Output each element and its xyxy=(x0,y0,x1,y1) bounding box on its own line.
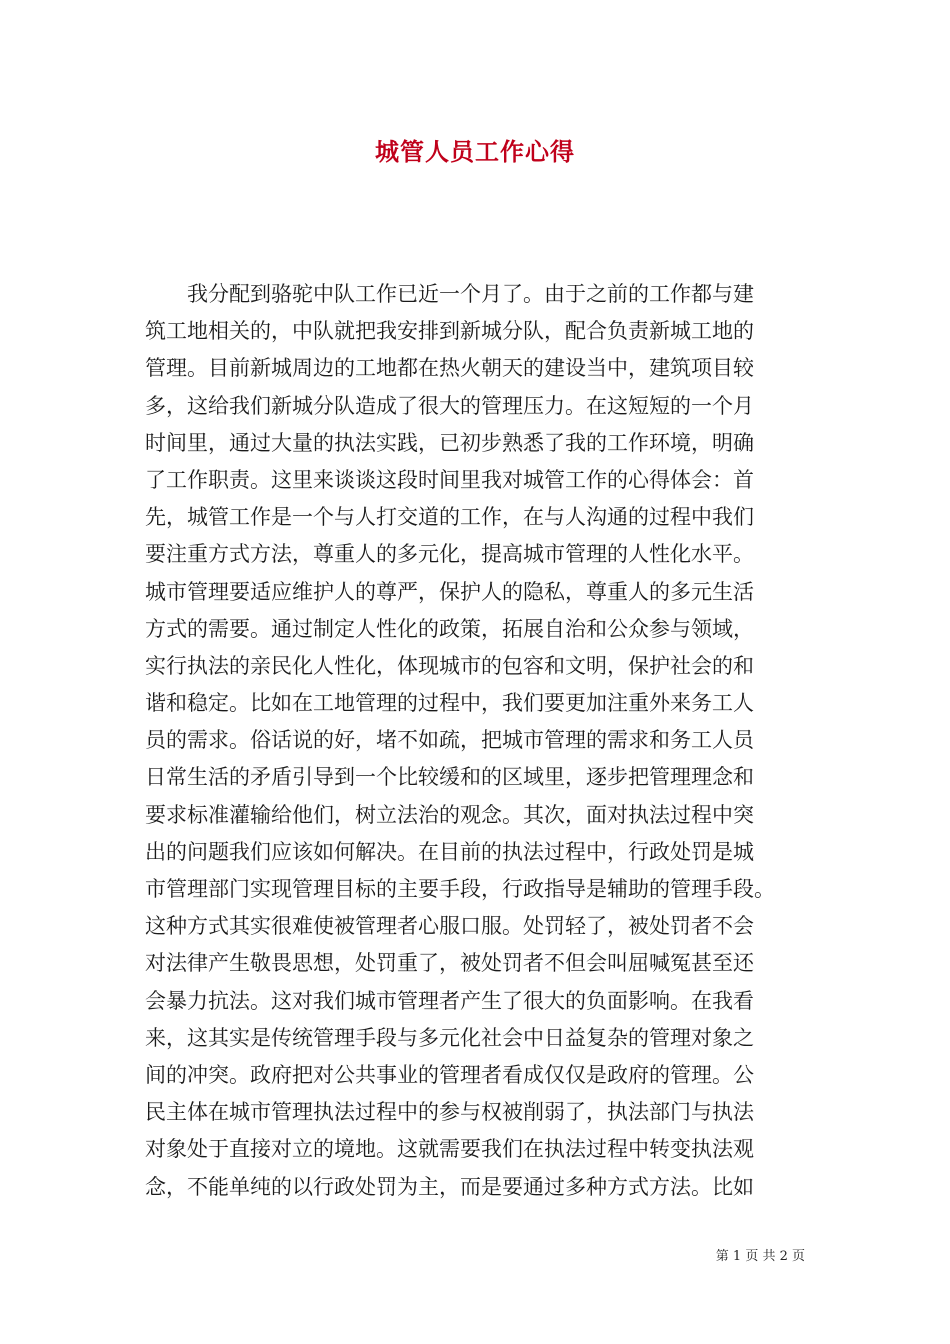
body-line: 筑工地相关的，中队就把我安排到新城分队，配合负责新城工地的 xyxy=(145,319,754,344)
body-line: 念，不能单纯的以行政处罚为主，而是要通过多种方式方法。比如 xyxy=(145,1174,754,1199)
body-line: 会暴力抗法。这对我们城市管理者产生了很大的负面影响。在我看 xyxy=(145,988,754,1013)
body-line: 管理。目前新城周边的工地都在热火朝天的建设当中，建筑项目较 xyxy=(145,356,754,381)
body-line: 要注重方式方法，尊重人的多元化，提高城市管理的人性化水平。 xyxy=(145,542,754,567)
body-line: 了工作职责。这里来谈谈这段时间里我对城管工作的心得体会：首 xyxy=(145,467,754,492)
body-line: 谐和稳定。比如在工地管理的过程中，我们要更加注重外来务工人 xyxy=(145,691,754,716)
page-number: 第 1 页 共 2 页 xyxy=(715,1249,805,1264)
body-line: 城市管理要适应维护人的尊严，保护人的隐私，尊重人的多元生活 xyxy=(145,579,754,604)
body-line: 实行执法的亲民化人性化，体现城市的包容和文明，保护社会的和 xyxy=(145,653,754,678)
body-line: 这种方式其实很难使被管理者心服口服。处罚轻了，被处罚者不会 xyxy=(145,914,754,939)
body-line: 先，城管工作是一个与人打交道的工作，在与人沟通的过程中我们 xyxy=(145,505,754,530)
body-line: 出的问题我们应该如何解决。在目前的执法过程中，行政处罚是城 xyxy=(145,839,754,864)
body-line: 市管理部门实现管理目标的主要手段，行政指导是辅助的管理手段。 xyxy=(145,877,775,901)
body-line: 方式的需要。通过制定人性化的政策，拓展自治和公众参与领域， xyxy=(145,616,754,641)
body-line: 对象处于直接对立的境地。这就需要我们在执法过程中转变执法观 xyxy=(145,1137,754,1162)
body-line: 员的需求。俗话说的好，堵不如疏，把城市管理的需求和务工人员 xyxy=(145,728,754,753)
body-line: 要求标准灌输给他们，树立法治的观念。其次，面对执法过程中突 xyxy=(145,802,754,827)
body-line: 民主体在城市管理执法过程中的参与权被削弱了，执法部门与执法 xyxy=(145,1100,754,1125)
document-title: 城管人员工作心得 xyxy=(375,137,575,166)
body-line: 时间里，通过大量的执法实践，已初步熟悉了我的工作环境，明确 xyxy=(145,430,754,455)
body-line: 多，这给我们新城分队造成了很大的管理压力。在这短短的一个月 xyxy=(145,393,754,418)
body-line: 日常生活的矛盾引导到一个比较缓和的区域里，逐步把管理理念和 xyxy=(145,765,754,790)
body-line: 我分配到骆驼中队工作已近一个月了。由于之前的工作都与建 xyxy=(187,282,754,306)
body-line: 来，这其实是传统管理手段与多元化社会中日益复杂的管理对象之 xyxy=(145,1025,754,1050)
document-body xyxy=(145,276,809,1206)
body-line: 对法律产生敬畏思想，处罚重了，被处罚者不但会叫屈喊冤甚至还 xyxy=(145,951,754,976)
body-line: 间的冲突。政府把对公共事业的管理者看成仅仅是政府的管理。公 xyxy=(145,1062,754,1087)
